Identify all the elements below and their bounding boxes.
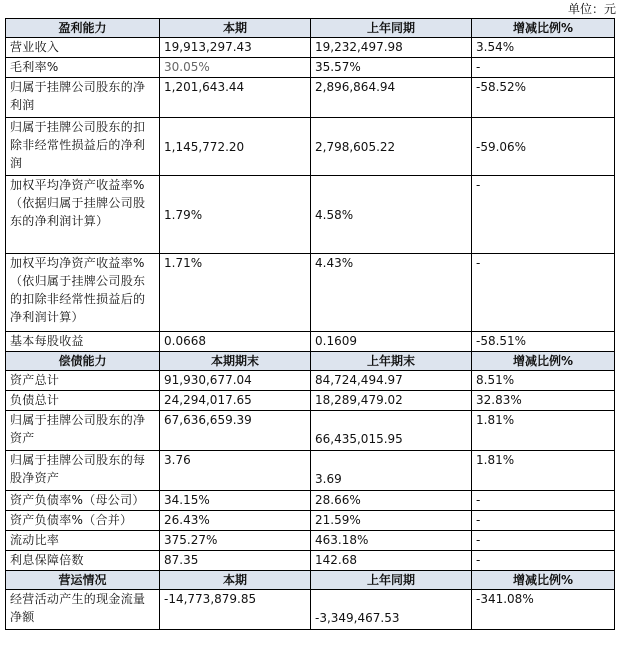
cell-change: - xyxy=(472,254,615,332)
cell-prior: 463.18% xyxy=(311,531,472,551)
table-row xyxy=(6,491,615,511)
cell-current: 24,294,017.65 xyxy=(160,391,311,411)
table-row xyxy=(6,511,615,531)
cell-current: 30.05% xyxy=(160,58,311,78)
section-header-solvency xyxy=(6,352,615,371)
row-label: 利息保障倍数 xyxy=(6,551,160,571)
table-row xyxy=(6,58,615,78)
cell-current: 375.27% xyxy=(160,531,311,551)
row-label: 营业收入 xyxy=(6,38,160,58)
cell-change: -59.06% xyxy=(472,118,615,176)
row-label: 负债总计 xyxy=(6,391,160,411)
column-header-current: 本期期末 xyxy=(160,352,311,371)
cell-change: - xyxy=(472,58,615,78)
cell-change: -58.51% xyxy=(472,332,615,352)
column-header-change: 增减比例% xyxy=(472,571,615,590)
column-header-change: 增减比例% xyxy=(472,19,615,38)
cell-current: 1,145,772.20 xyxy=(160,118,311,176)
cell-current: 1,201,643.44 xyxy=(160,78,311,118)
section-title: 偿债能力 xyxy=(6,352,160,371)
cell-prior: 19,232,497.98 xyxy=(311,38,472,58)
column-header-prior: 上年同期 xyxy=(311,571,472,590)
cell-prior: 2,896,864.94 xyxy=(311,78,472,118)
cell-change: 3.54% xyxy=(472,38,615,58)
cell-prior: 4.58% xyxy=(311,176,472,254)
cell-current: 3.76 xyxy=(160,451,311,491)
cell-prior: 3.69 xyxy=(311,451,472,491)
column-header-prior: 上年同期 xyxy=(311,19,472,38)
cell-prior: 4.43% xyxy=(311,254,472,332)
row-label: 加权平均净资产收益率%（依据归属于挂牌公司股东的净利润计算） xyxy=(6,176,160,254)
row-label: 资产负债率%（母公司） xyxy=(6,491,160,511)
table-row xyxy=(6,411,615,451)
cell-change: - xyxy=(472,551,615,571)
table-row xyxy=(6,78,615,118)
cell-change: - xyxy=(472,511,615,531)
table-row xyxy=(6,371,615,391)
cell-prior: -3,349,467.53 xyxy=(311,590,472,630)
section-title: 营运情况 xyxy=(6,571,160,590)
cell-change: -58.52% xyxy=(472,78,615,118)
table-row xyxy=(6,391,615,411)
cell-prior: 66,435,015.95 xyxy=(311,411,472,451)
cell-prior: 28.66% xyxy=(311,491,472,511)
cell-change: 8.51% xyxy=(472,371,615,391)
row-label: 加权平均净资产收益率%（依归属于挂牌公司股东的扣除非经常性损益后的净利润计算） xyxy=(6,254,160,332)
column-header-prior: 上年期末 xyxy=(311,352,472,371)
cell-current: 1.71% xyxy=(160,254,311,332)
cell-current: 26.43% xyxy=(160,511,311,531)
cell-current: 87.35 xyxy=(160,551,311,571)
row-label: 归属于挂牌公司股东的扣除非经常性损益后的净利润 xyxy=(6,118,160,176)
cell-prior: 142.68 xyxy=(311,551,472,571)
table-row xyxy=(6,451,615,491)
row-label: 资产负债率%（合并） xyxy=(6,511,160,531)
row-label: 流动比率 xyxy=(6,531,160,551)
table-row xyxy=(6,332,615,352)
cell-prior: 0.1609 xyxy=(311,332,472,352)
column-header-change: 增减比例% xyxy=(472,352,615,371)
cell-change: - xyxy=(472,176,615,254)
row-label: 经营活动产生的现金流量净额 xyxy=(6,590,160,630)
section-header-operations xyxy=(6,571,615,590)
table-row xyxy=(6,118,615,176)
cell-current: 0.0668 xyxy=(160,332,311,352)
cell-prior: 2,798,605.22 xyxy=(311,118,472,176)
table-row xyxy=(6,590,615,630)
section-header-profitability xyxy=(6,19,615,38)
cell-change: 1.81% xyxy=(472,451,615,491)
row-label: 归属于挂牌公司股东的净资产 xyxy=(6,411,160,451)
cell-current: -14,773,879.85 xyxy=(160,590,311,630)
cell-current: 91,930,677.04 xyxy=(160,371,311,391)
table-row xyxy=(6,176,615,254)
cell-change: 1.81% xyxy=(472,411,615,451)
cell-change: - xyxy=(472,531,615,551)
cell-current: 67,636,659.39 xyxy=(160,411,311,451)
table-row xyxy=(6,254,615,332)
cell-current: 19,913,297.43 xyxy=(160,38,311,58)
row-label: 毛利率% xyxy=(6,58,160,78)
cell-prior: 21.59% xyxy=(311,511,472,531)
cell-prior: 18,289,479.02 xyxy=(311,391,472,411)
row-label: 归属于挂牌公司股东的每股净资产 xyxy=(6,451,160,491)
section-title: 盈利能力 xyxy=(6,19,160,38)
cell-prior: 84,724,494.97 xyxy=(311,371,472,391)
table-row xyxy=(6,531,615,551)
table-row xyxy=(6,551,615,571)
cell-change: - xyxy=(472,491,615,511)
row-label: 资产总计 xyxy=(6,371,160,391)
cell-current: 1.79% xyxy=(160,176,311,254)
cell-prior: 35.57% xyxy=(311,58,472,78)
column-header-current: 本期 xyxy=(160,19,311,38)
row-label: 基本每股收益 xyxy=(6,332,160,352)
row-label: 归属于挂牌公司股东的净利润 xyxy=(6,78,160,118)
financial-indicators-table xyxy=(5,18,615,630)
table-row xyxy=(6,38,615,58)
cell-change: 32.83% xyxy=(472,391,615,411)
unit-label: 单位：元 xyxy=(567,2,616,16)
column-header-current: 本期 xyxy=(160,571,311,590)
cell-change: -341.08% xyxy=(472,590,615,630)
cell-current: 34.15% xyxy=(160,491,311,511)
